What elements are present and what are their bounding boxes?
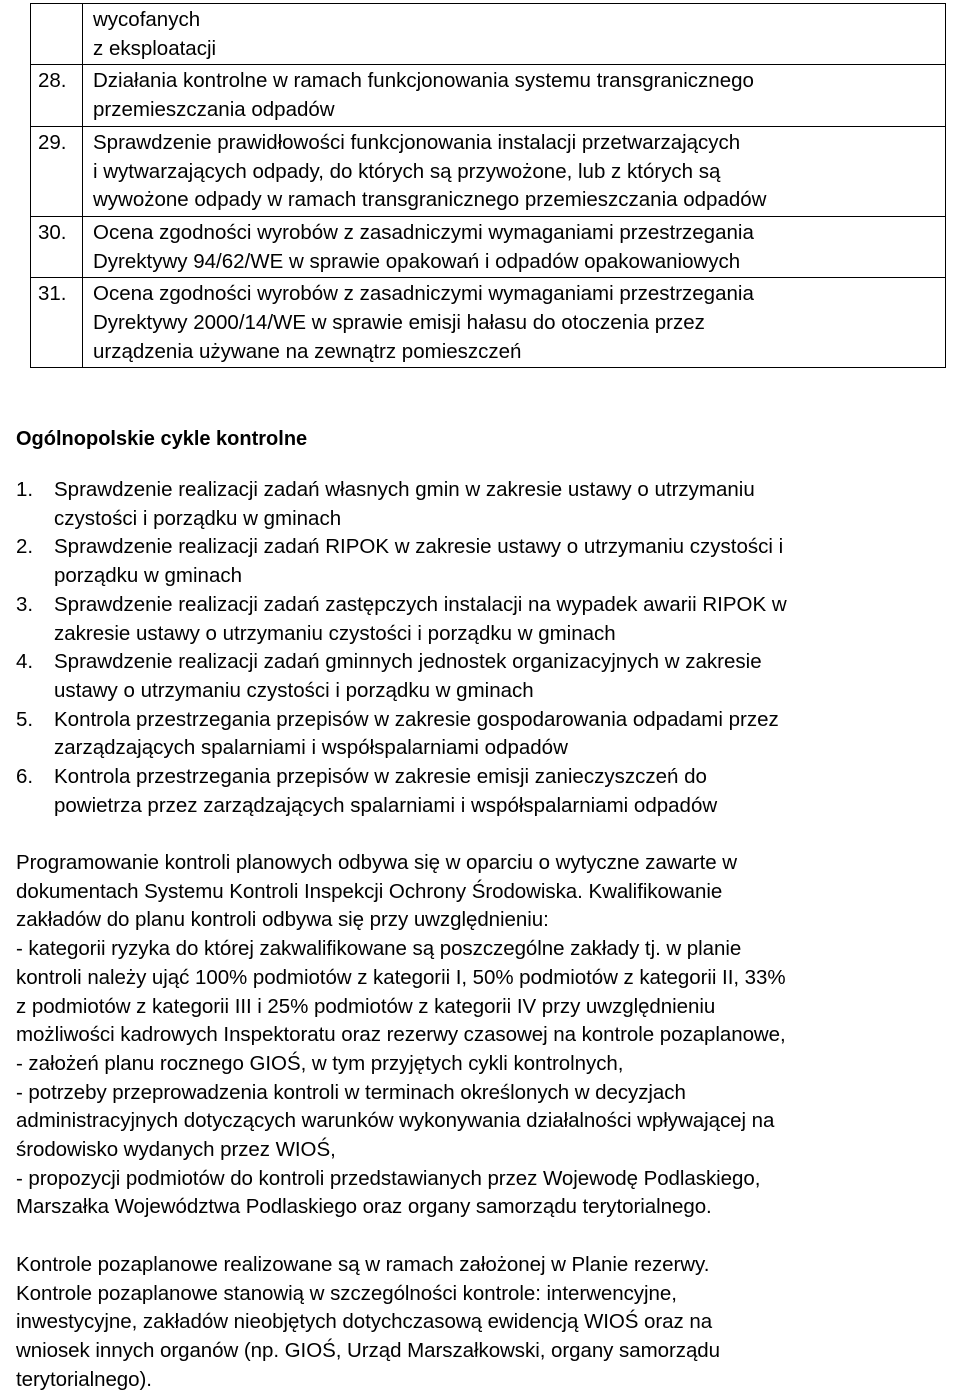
row-text — [83, 126, 946, 216]
paragraph-line: kontroli należy ująć 100% podmiotów z kategorii I, 50% podmiotów z kategorii II, 33% — [16, 965, 786, 989]
list-line: Sprawdzenie realizacji zadań gminnych jednostek organizacyjnych w zakresie — [54, 650, 762, 674]
row-line: Dyrektywy 2000/14/WE w sprawie emisji hałasu do otoczenia przez — [93, 311, 705, 335]
paragraph-line: - kategorii ryzyka do której zakwalifikowane są poszczególne zakłady tj. w planie — [16, 937, 742, 961]
row-line: z eksploatacji — [93, 36, 217, 60]
list-line: Kontrola przestrzegania przepisów w zakresie emisji zanieczyszczeń do — [54, 765, 707, 789]
row-line: przemieszczania odpadów — [93, 98, 335, 122]
list-item — [16, 591, 956, 648]
list-text — [54, 476, 956, 533]
list-line: zakresie ustawy o utrzymaniu czystości i porządku w gminach — [54, 621, 616, 645]
paragraph-line: - propozycji podmiotów do kontroli przedstawianych przez Wojewodę Podlaskiego, — [16, 1166, 761, 1190]
paragraph-line: zakładów do planu kontroli odbywa się przy uwzględnieniu: — [16, 908, 549, 932]
paragraph-line: możliwości kadrowych Inspektoratu oraz rezerwy czasowej na kontrole pozaplanowe, — [16, 1023, 786, 1047]
list-line: ustawy o utrzymaniu czystości i porządku w gminach — [54, 678, 534, 702]
table-row — [31, 126, 946, 216]
paragraph-line: - założeń planu rocznego GIOŚ, w tym przyjętych cykli kontrolnych, — [16, 1051, 624, 1075]
row-line: Działania kontrolne w ramach funkcjonowania systemu transgranicznego — [93, 69, 754, 93]
list-number: 4. — [16, 650, 34, 674]
row-number: 31. — [31, 278, 83, 368]
list-item — [16, 533, 956, 590]
paragraph-line: terytorialnego). — [16, 1367, 152, 1391]
paragraph-line: dokumentach Systemu Kontroli Inspekcji Ochrony Środowiska. Kwalifikowanie — [16, 879, 723, 903]
paragraph-line: wniosek innych organów (np. GIOŚ, Urząd Marszałkowski, organy samorządu — [16, 1339, 720, 1363]
list-number: 1. — [16, 478, 34, 501]
table-row — [31, 216, 946, 277]
list-line: Sprawdzenie realizacji zadań zastępczych instalacji na wypadek awarii RIPOK w — [54, 592, 787, 616]
row-text — [83, 278, 946, 368]
list-line: Sprawdzenie realizacji zadań RIPOK w zakresie ustawy o utrzymaniu czystości i — [54, 535, 784, 559]
list-number: 6. — [16, 765, 34, 789]
unplanned-controls-paragraph — [16, 1251, 960, 1395]
paragraph-line: inwestycyjne, zakładów nieobjętych dotychczasową ewidencją WIOŚ oraz na — [16, 1310, 713, 1334]
row-line: urządzenia używane na zewnątrz pomieszczeń — [93, 339, 522, 363]
row-number: 28. — [31, 65, 83, 126]
row-number: 30. — [31, 216, 83, 277]
list-line: Sprawdzenie realizacji zadań własnych gmin w zakresie ustawy o utrzymaniu — [54, 478, 755, 501]
row-line: i wytwarzających odpady, do których są przywożone, lub z których są — [93, 159, 721, 183]
planning-paragraph — [16, 849, 960, 1222]
table-row — [31, 65, 946, 126]
paragraph-line: - potrzeby przeprowadzenia kontroli w terminach określonych w decyzjach — [16, 1080, 686, 1104]
row-line: wywożone odpady w ramach transgranicznego przemieszczania odpadów — [93, 188, 767, 212]
list-line: powietrza przez zarządzających spalarniami i współspalarniami odpadów — [54, 793, 718, 817]
table-row — [31, 278, 946, 368]
list-number: 2. — [16, 535, 34, 559]
list-text — [54, 648, 956, 705]
paragraph-line: Marszałka Województwa Podlaskiego oraz organy samorządu terytorialnego. — [16, 1195, 712, 1219]
row-number: 29. — [31, 126, 83, 216]
paragraph-line: administracyjnych dotyczących warunków wykonywania działalności wpływającej na — [16, 1109, 775, 1133]
row-line: Dyrektywy 94/62/WE w sprawie opakowań i odpadów opakowaniowych — [93, 249, 741, 273]
control-cycles-list — [16, 476, 956, 820]
list-line: porządku w gminach — [54, 564, 243, 588]
paragraph-line: Kontrole pozaplanowe realizowane są w ramach założonej w Planie rezerwy. — [16, 1253, 710, 1276]
list-line: zarządzających spalarniami i współspalarniami odpadów — [54, 736, 568, 760]
list-text — [54, 706, 956, 763]
list-item — [16, 763, 956, 820]
list-line: czystości i porządku w gminach — [54, 506, 342, 530]
list-text — [54, 763, 956, 820]
list-item — [16, 706, 956, 763]
list-number: 3. — [16, 592, 34, 616]
row-line: Ocena zgodności wyrobów z zasadniczymi wymaganiami przestrzegania — [93, 220, 754, 244]
list-text — [54, 591, 956, 648]
row-line: Sprawdzenie prawidłowości funkcjonowania instalacji przetwarzających — [93, 130, 741, 154]
row-text — [83, 65, 946, 126]
list-text — [54, 533, 956, 590]
row-text — [83, 4, 946, 65]
paragraph-line: Kontrole pozaplanowe stanowią w szczególności kontrole: interwencyjne, — [16, 1281, 677, 1305]
list-number: 5. — [16, 707, 34, 731]
row-line: Ocena zgodności wyrobów z zasadniczymi wymaganiami przestrzegania — [93, 282, 754, 306]
control-tasks-table — [30, 3, 946, 368]
paragraph-line: z podmiotów z kategorii III i 25% podmiotów z kategorii IV przy uwzględnieniu — [16, 994, 716, 1018]
paragraph-line: Programowanie kontroli planowych odbywa się w oparciu o wytyczne zawarte w — [16, 851, 737, 874]
row-number — [31, 4, 83, 65]
row-text — [83, 216, 946, 277]
table-row — [31, 4, 946, 65]
section-heading: Ogólnopolskie cykle kontrolne — [16, 428, 308, 450]
paragraph-line: środowisko wydanych przez WIOŚ, — [16, 1138, 336, 1162]
list-item — [16, 648, 956, 705]
list-item — [16, 476, 956, 533]
row-line: wycofanych — [93, 8, 201, 31]
list-line: Kontrola przestrzegania przepisów w zakresie gospodarowania odpadami przez — [54, 707, 779, 731]
